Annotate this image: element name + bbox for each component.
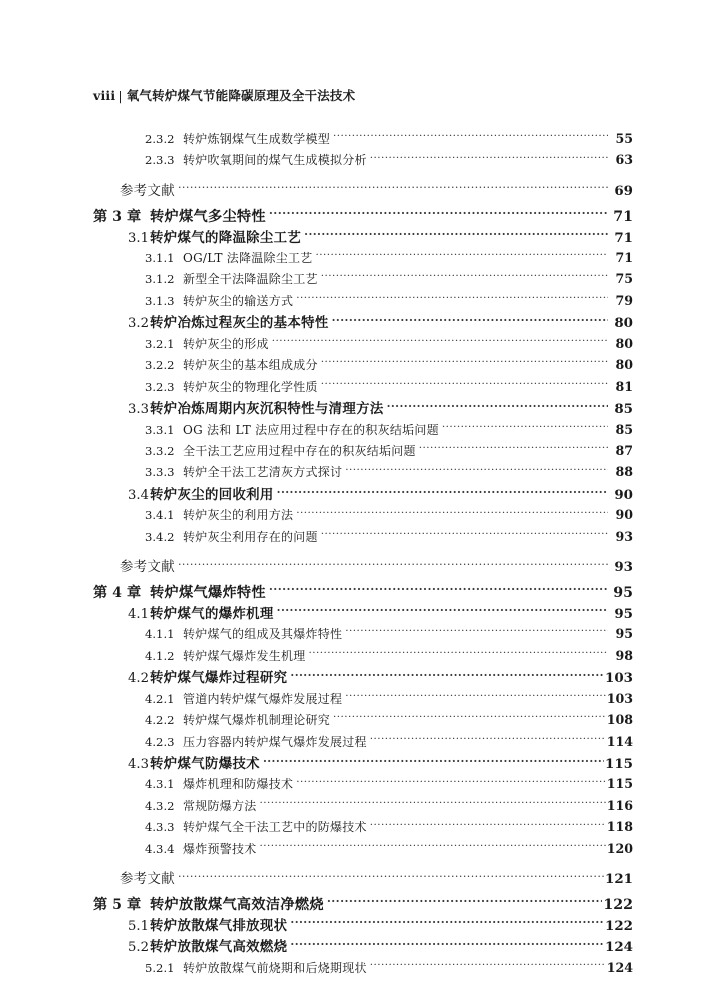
toc-entry-number: 4.3.4 [145,841,175,856]
toc-entry-title: 新型全干法降温除尘工艺 [183,272,318,287]
toc-entry[interactable] [93,841,633,860]
toc-entry-title: 转炉冶炼过程灰尘的基本特性 [150,315,329,332]
toc-entry[interactable] [93,626,633,645]
dot-leader [387,400,608,413]
toc-entry[interactable] [93,152,633,171]
dot-leader [345,464,608,476]
toc-entry[interactable] [93,605,633,624]
toc-entry[interactable] [93,293,633,312]
toc-entry[interactable] [93,464,633,483]
toc-entry-number: 5.2 [128,940,149,956]
toc-entry-page-number: 80 [615,357,633,373]
toc-entry[interactable] [93,558,633,577]
dot-leader [178,870,604,883]
dot-leader [370,152,608,164]
toc-entry[interactable] [93,529,633,548]
toc-entry-title: 转炉煤气爆炸特性 [150,585,266,602]
toc-entry-number: 第 3 章 [93,208,142,225]
toc-entry-number: 3.3.2 [145,444,175,458]
dot-leader [332,314,608,327]
toc-entry[interactable] [93,712,633,731]
toc-entry-page-number: 103 [606,690,633,706]
toc-entry-page-number: 93 [614,559,633,576]
toc-entry-page-number: 88 [615,464,633,480]
toc-entry[interactable] [93,691,633,710]
dot-leader [296,293,608,305]
toc-entry-page-number: 90 [615,507,633,523]
toc-entry-number: 3.3.1 [145,422,175,437]
toc-entry-page-number: 108 [606,712,633,728]
dot-leader [269,207,608,221]
toc-entry-page-number: 95 [613,585,633,602]
dot-leader [260,841,606,853]
toc-entry-page-number: 103 [605,670,633,687]
toc-entry-page-number: 80 [615,335,633,351]
toc-entry-page-number: 124 [605,939,633,956]
toc-entry[interactable] [93,357,633,376]
toc-entry-title: 转炉灰尘的利用方法 [183,508,294,523]
toc-entry-title: 转炉放散煤气排放现状 [150,918,288,934]
toc-entry[interactable] [93,895,633,914]
toc-entry-title: 管道内转炉煤气爆炸发展过程 [183,691,343,706]
toc-entry-title: 转炉放散煤气前烧期和后烧期现状 [183,960,367,975]
toc-entry-number: 3.4 [128,488,149,504]
toc-entry-number: 4.2.2 [145,713,175,728]
running-head-separator: | [118,88,123,103]
toc-entry-number: 3.4.2 [145,529,175,544]
toc-entry-number: 4.3 [128,757,149,773]
toc-entry-number: 3.2 [128,316,149,332]
toc-entry-title: 转炉全干法工艺清灰方式探讨 [183,465,343,480]
toc-entry[interactable] [93,583,633,602]
toc-entry-page-number: 90 [614,487,633,504]
toc-entry-page-number: 115 [606,776,633,792]
toc-entry-page-number: 71 [613,208,633,225]
dot-leader [263,755,604,768]
toc-entry-title: 转炉煤气的爆炸机理 [150,606,274,622]
toc-entry-number: 3.2.3 [145,379,175,394]
dot-leader [327,895,603,909]
toc-entry[interactable] [93,870,633,889]
toc-entry-number: 4.3.3 [145,820,175,835]
toc-entry[interactable] [93,336,633,355]
dot-leader [321,271,608,283]
toc-entry-page-number: 122 [605,918,633,934]
dot-leader [333,131,608,143]
toc-entry-number: 4.1.1 [145,627,175,642]
toc-entry-number: 第 5 章 [93,897,142,914]
book-title: 氧气转炉煤气节能降碳原理及全干法技术 [126,88,356,103]
dot-leader [290,917,604,930]
toc-entry-page-number: 55 [615,131,633,146]
toc-entry-number: 4.2.1 [145,691,175,706]
toc-entry[interactable] [93,443,633,462]
table-of-contents [93,131,633,978]
toc-entry-title: 转炉煤气的组成及其爆炸特性 [183,627,343,642]
toc-entry-number: 2.3.2 [145,132,175,146]
toc-entry-page-number: 71 [615,249,633,265]
toc-entry[interactable] [93,250,633,269]
toc-entry-title: 转炉煤气防爆技术 [150,756,260,773]
toc-entry[interactable] [93,917,633,936]
toc-entry-title: 转炉煤气爆炸机制理论研究 [183,713,331,728]
toc-entry-page-number: 87 [615,443,633,458]
running-head [93,86,355,104]
dot-leader [178,182,608,195]
toc-entry-title: 转炉冶炼周期内灰沉积特性与清理方法 [150,401,384,418]
toc-entry[interactable] [93,669,633,688]
toc-entry[interactable] [93,507,633,526]
dot-leader [370,734,606,746]
toc-entry[interactable] [93,648,633,667]
toc-entry-number: 4.3.1 [145,777,175,792]
toc-entry-number: 3.2.2 [145,358,175,373]
toc-entry-title: 压力容器内转炉煤气爆炸发展过程 [183,734,367,749]
toc-entry-title: 转炉灰尘的形成 [183,336,269,351]
toc-entry-page-number: 75 [615,271,633,287]
toc-entry-number: 3.1.3 [145,293,175,308]
dot-leader [296,507,608,519]
toc-entry-number: 3.4.1 [145,508,175,523]
toc-entry-page-number: 116 [606,797,633,813]
dot-leader [345,691,605,703]
toc-entry-page-number: 98 [615,647,633,663]
dot-leader [272,336,608,348]
toc-entry[interactable] [93,314,633,333]
toc-entry-page-number: 121 [605,871,633,888]
dot-leader [321,379,608,391]
toc-entry-title: 转炉灰尘的输送方式 [183,293,294,308]
toc-entry-number: 3.1 [128,230,149,246]
toc-entry-title: 转炉煤气全干法工艺中的防爆技术 [183,820,367,835]
toc-entry[interactable] [93,379,633,398]
dot-leader [345,626,608,638]
folio-number: viii [93,88,116,103]
toc-entry-title: 转炉煤气爆炸发生机理 [183,648,306,663]
dot-leader [260,798,606,810]
toc-entry-page-number: 115 [605,756,633,773]
toc-entry-page-number: 81 [615,378,633,394]
toc-entry-title: 参考文献 [120,560,175,576]
toc-entry-title: 爆炸机理和防爆技术 [183,777,294,792]
toc-entry-page-number: 114 [606,733,633,749]
dot-leader [419,443,608,455]
dot-leader [316,250,608,262]
toc-entry-title: 爆炸预警技术 [183,841,257,856]
toc-entry-page-number: 124 [606,959,633,975]
toc-entry[interactable] [93,422,633,441]
toc-entry-number: 3.1.1 [145,250,175,265]
toc-entry-page-number: 63 [615,152,633,168]
toc-entry[interactable] [93,486,633,505]
toc-entry-title: 转炉煤气爆炸过程研究 [150,670,288,687]
toc-entry-title: 转炉煤气多尘特性 [150,208,266,225]
toc-entry-number: 5.2.1 [145,960,175,975]
dot-leader [442,422,608,434]
toc-entry-number: 3.2.1 [145,336,175,351]
toc-entry[interactable] [93,207,633,226]
toc-entry-page-number: 118 [606,819,633,835]
toc-entry-number: 3.1.2 [145,272,175,287]
toc-entry-page-number: 122 [603,897,633,914]
dot-leader [333,712,606,724]
toc-entry-page-number: 95 [614,606,633,622]
toc-entry-title: 转炉放散煤气高效燃烧 [150,939,288,956]
toc-entry-number: 2.3.3 [145,153,175,168]
toc-entry[interactable] [93,755,633,774]
dot-leader [296,776,605,788]
toc-entry-title: 转炉炼钢煤气生成数学模型 [183,132,331,146]
toc-entry[interactable] [93,228,633,247]
toc-entry-title: 参考文献 [120,183,175,199]
toc-entry-page-number: 93 [615,528,633,544]
toc-entry-number: 3.3.3 [145,465,175,480]
toc-entry-page-number: 95 [615,626,633,642]
toc-entry-page-number: 80 [614,315,633,332]
toc-entry[interactable] [93,960,633,979]
dot-leader [277,486,608,499]
toc-entry-number: 4.1 [128,607,149,622]
toc-entry[interactable] [93,798,633,817]
toc-entry[interactable] [93,819,633,838]
toc-entry-page-number: 120 [606,840,633,856]
toc-entry[interactable] [93,271,633,290]
toc-entry-number: 4.2.3 [145,734,175,749]
toc-entry-page-number: 69 [614,182,633,199]
toc-entry[interactable] [93,938,633,957]
toc-entry[interactable] [93,400,633,419]
dot-leader [304,228,608,241]
toc-entry-number: 4.3.2 [145,798,175,813]
dot-leader [309,648,608,660]
toc-entry-title: 全干法工艺应用过程中存在的积灰结垢问题 [183,444,416,458]
toc-entry-number: 5.1 [128,919,149,934]
toc-entry-title: 转炉灰尘的基本组成成分 [183,358,318,373]
toc-entry-number: 3.3 [128,402,149,418]
dot-leader [269,583,608,597]
toc-entry-number: 4.2 [128,671,149,687]
toc-entry-title: 转炉灰尘的回收利用 [150,487,274,504]
toc-entry-title: 参考文献 [120,872,175,888]
toc-entry-page-number: 85 [614,401,633,418]
dot-leader [290,669,604,682]
toc-entry[interactable] [93,182,633,201]
toc-entry[interactable] [93,776,633,795]
toc-entry[interactable] [93,734,633,753]
toc-entry-page-number: 85 [615,421,633,437]
dot-leader [178,558,608,571]
toc-entry-title: OG/LT 法降温除尘工艺 [183,250,313,265]
toc-entry-title: 转炉灰尘的物理化学性质 [183,379,318,394]
toc-entry[interactable] [93,131,633,150]
toc-entry-page-number: 71 [614,229,633,246]
dot-leader [370,960,606,972]
dot-leader [277,605,608,618]
toc-entry-title: 转炉吹氧期间的煤气生成模拟分析 [183,153,367,168]
dot-leader [321,357,608,369]
toc-entry-title: 常规防爆方法 [183,798,257,813]
toc-entry-number: 第 4 章 [93,585,142,602]
toc-entry-number: 4.1.2 [145,648,175,663]
toc-entry-title: 转炉放散煤气高效洁净燃烧 [150,897,324,914]
dot-leader [321,529,608,541]
toc-entry-title: 转炉煤气的降温除尘工艺 [150,229,302,246]
dot-leader [290,938,604,951]
toc-entry-title: OG 法和 LT 法应用过程中存在的积灰结垢问题 [183,422,439,437]
toc-entry-title: 转炉灰尘利用存在的问题 [183,529,318,544]
toc-entry-page-number: 79 [615,292,633,308]
dot-leader [370,819,606,831]
